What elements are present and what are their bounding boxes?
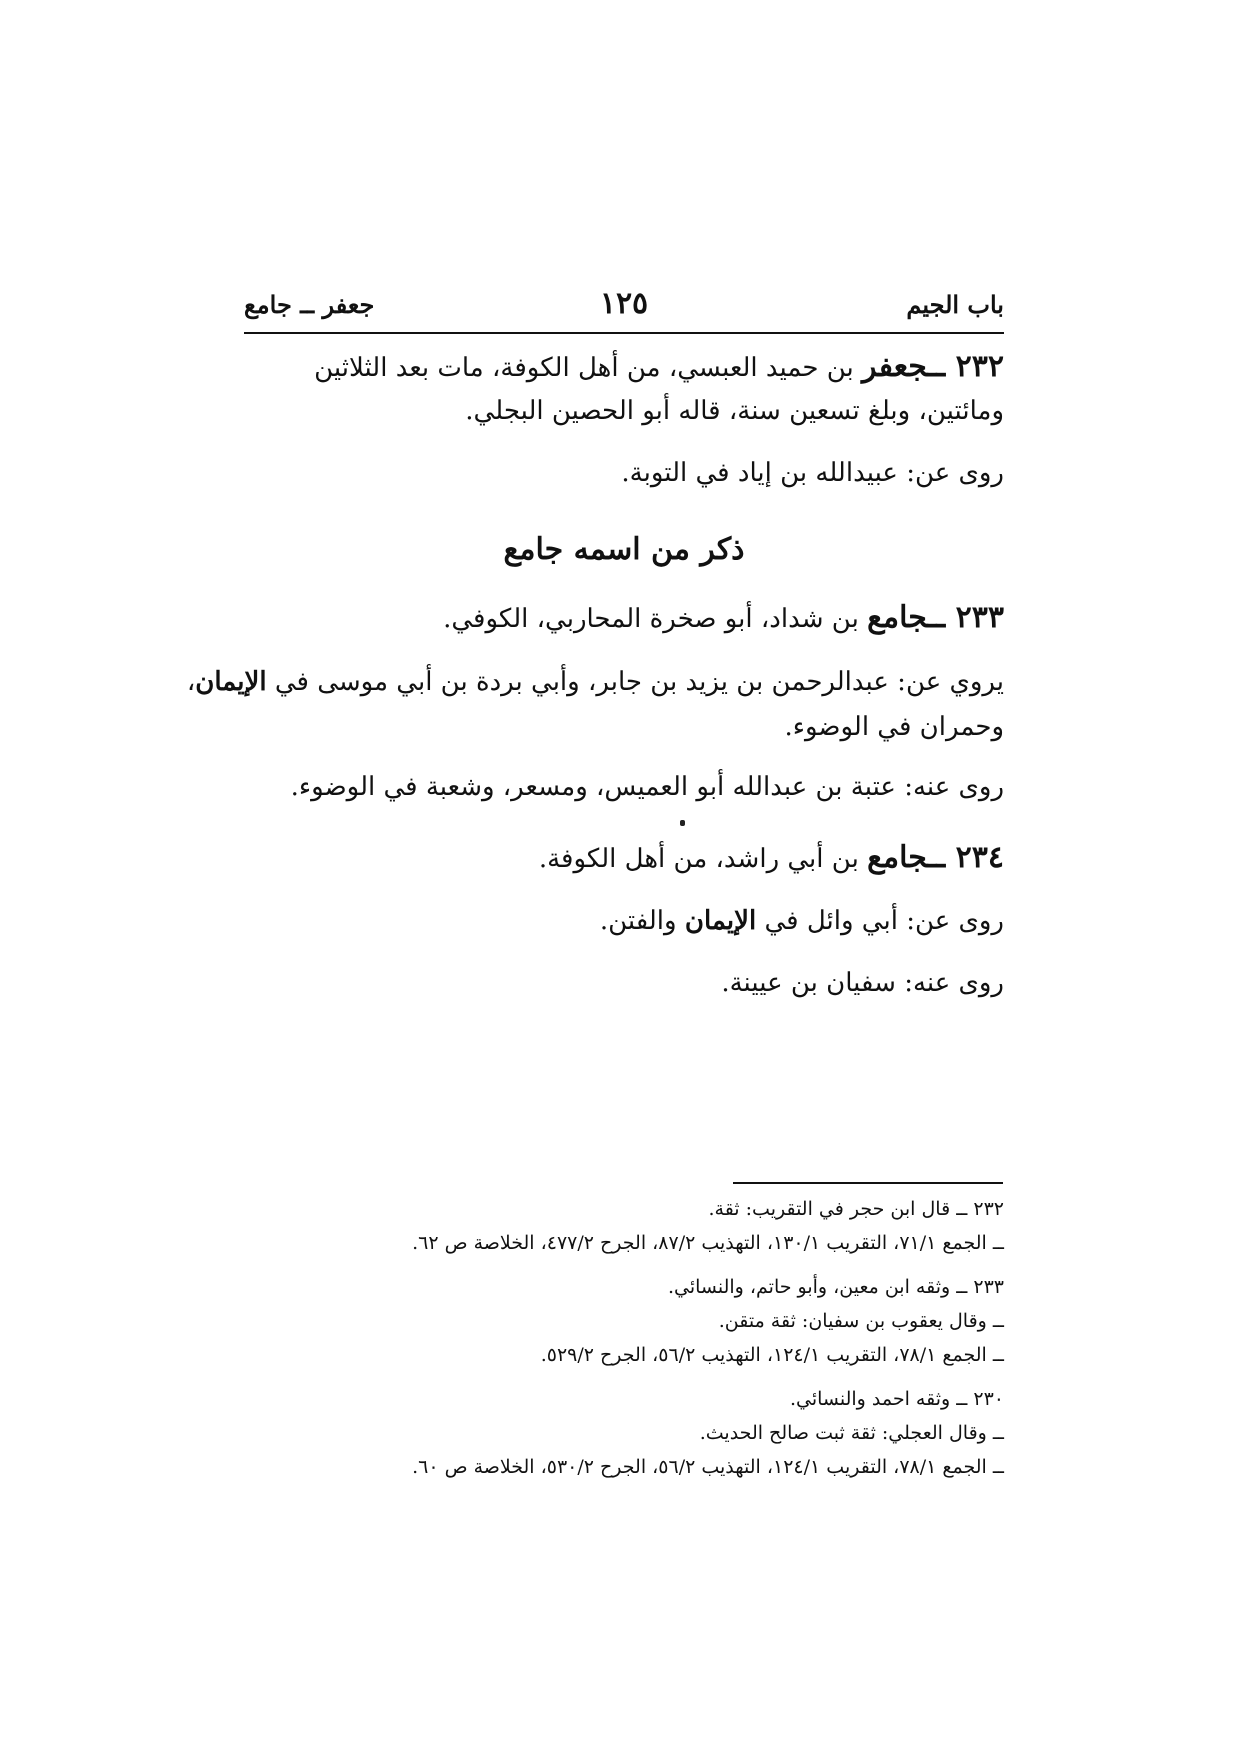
footnote-separator bbox=[733, 1182, 1003, 1184]
entry-text: بن أبي راشد، من أهل الكوفة. bbox=[538, 844, 859, 874]
entry-name: جامع bbox=[867, 600, 928, 635]
header-chapter: باب الجيم bbox=[906, 290, 1004, 319]
entry-233-line1 bbox=[244, 594, 1004, 643]
comma: ، bbox=[186, 667, 196, 697]
entry-234-line1 bbox=[244, 834, 1004, 883]
footnote-line: ٢٣٠ ــ وثقه احمد والنسائي. bbox=[789, 1388, 1004, 1410]
entry-text: بن شداد، أبو صخرة المحاربي، الكوفي. bbox=[443, 604, 859, 634]
footnote-line: ــ وقال العجلي: ثقة ثبت صالح الحديث. bbox=[699, 1422, 1004, 1444]
entry-233-narrated-by: روى عنه: عتبة بن عبدالله أبو العميس، ومسعر، وشعبة في الوضوء. bbox=[290, 772, 1004, 802]
header-names-range: جعفر ــ جامع bbox=[244, 290, 375, 319]
entry-233-line2: وحمران في الوضوء. bbox=[784, 712, 1004, 742]
entry-number: ٢٣٢ ــ bbox=[927, 349, 1004, 384]
page-number: ١٢٥ bbox=[599, 286, 649, 321]
footnote-line: ــ الجمع ٧٨/١، التقريب ١٢٤/١، التهذيب ٥٦/٢، الجرح ٥٢٩/٢. bbox=[540, 1344, 1004, 1366]
running-header bbox=[244, 286, 1004, 334]
entry-234-narrated-by: روى عنه: سفيان بن عيينة. bbox=[721, 968, 1004, 998]
footnote-line: ٢٣٢ ــ قال ابن حجر في التقريب: ثقة. bbox=[708, 1198, 1004, 1220]
entry-233-narrates-from bbox=[186, 659, 1004, 706]
narrated-from-end: والفتن. bbox=[599, 906, 677, 936]
entry-232-line2: ومائتين، وبلغ تسعين سنة، قاله أبو الحصين البجلي. bbox=[465, 396, 1004, 426]
ink-speck bbox=[680, 820, 685, 826]
narrated-from-text: روى عن: أبي وائل في bbox=[764, 906, 1004, 936]
entry-234-narrated-from bbox=[244, 898, 1004, 945]
entry-number: ٢٣٣ ــ bbox=[927, 600, 1004, 635]
entry-232-line1 bbox=[244, 343, 1004, 392]
entry-text: بن حميد العبسي، من أهل الكوفة، مات بعد الثلاثين bbox=[314, 353, 854, 383]
footnotes bbox=[244, 1192, 1004, 1484]
entry-number: ٢٣٤ ــ bbox=[927, 840, 1004, 875]
footnote-line: ــ الجمع ٧١/١، التقريب ١٣٠/١، التهذيب ٨٧/٢، الجرح ٤٧٧/٢، الخلاصة ص ٦٢. bbox=[412, 1232, 1004, 1254]
entry-name: جامع bbox=[867, 840, 928, 875]
entry-name: جعفر bbox=[862, 349, 928, 384]
footnote-line: ــ وقال يعقوب بن سفيان: ثقة متقن. bbox=[718, 1310, 1004, 1332]
narrates-from-text: يروي عن: عبدالرحمن بن يزيد بن جابر، وأبي بردة بن أبي موسى في bbox=[274, 667, 1004, 697]
keyword-iman: الإيمان bbox=[195, 667, 267, 697]
entry-232-narrated-from: روى عن: عبيدالله بن إياد في التوبة. bbox=[621, 458, 1004, 488]
section-title: ذكر من اسمه جامع bbox=[503, 532, 745, 567]
footnote-line: ٢٣٣ ــ وثقه ابن معين، وأبو حاتم، والنسائي. bbox=[667, 1276, 1004, 1298]
keyword-iman: الإيمان bbox=[684, 906, 757, 936]
footnote-line: ــ الجمع ٧٨/١، التقريب ١٢٤/١، التهذيب ٥٦/٢، الجرح ٥٣٠/٢، الخلاصة ص ٦٠. bbox=[412, 1456, 1004, 1478]
